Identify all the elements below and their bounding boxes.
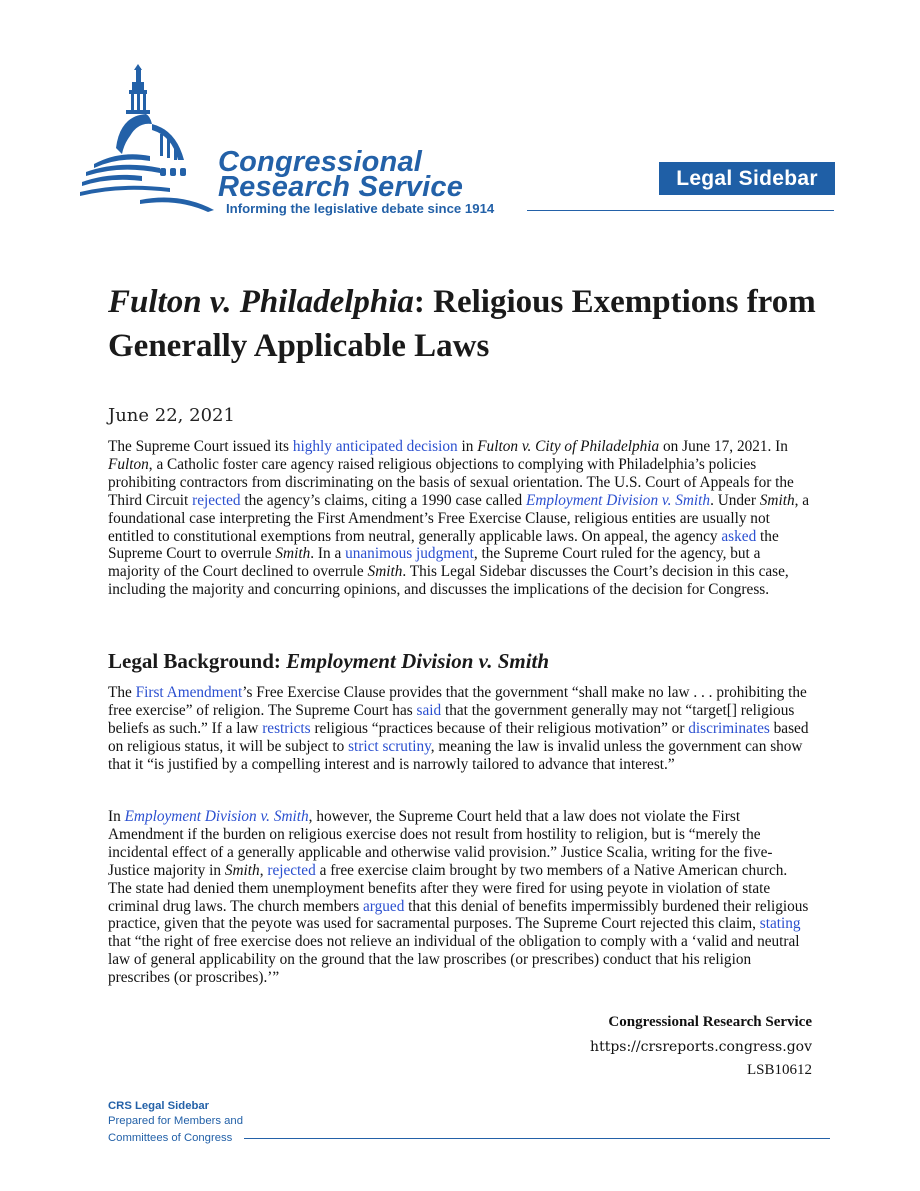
- link-stating[interactable]: stating: [759, 915, 801, 933]
- org-name-line2: Research Service: [218, 171, 464, 203]
- text-run: the Supreme Court to overrule: [108, 527, 779, 563]
- text-run: , a foundational case interpreting the First Amendment’s Free Exercise Clause, religious entities are usually not entitled to constitutional exemptions from neutral, generally applicable laws. On appeal, the agency: [108, 491, 810, 545]
- text-run: ’s Free Exercise Clause provides that the government “shall make no law . . . prohibiting the free exercise” of religion. The Supreme Court has: [108, 684, 807, 719]
- text-run: religious “practices because of their religious motivation” or: [310, 719, 689, 737]
- link-rejected[interactable]: rejected: [192, 491, 241, 509]
- org-name-line1: Congressional: [218, 146, 423, 178]
- link-employment-division-v-smith[interactable]: Employment Division v. Smith: [525, 491, 711, 509]
- case-name: Smith: [224, 861, 260, 879]
- text-run: , meaning the law is invalid unless the government can show that it “is justified by a compelling interest and is narrowly tailored to advance that interest.”: [108, 737, 803, 773]
- footer-divider: [244, 1138, 830, 1139]
- case-name: Smith: [759, 491, 795, 509]
- heading-case-name: Employment Division v. Smith: [286, 649, 550, 673]
- footer-audience-line2: Committees of Congress: [108, 1132, 233, 1144]
- footer-org-name: Congressional Research Service: [608, 1014, 812, 1030]
- text-run: , a Catholic foster care agency raised religious objections to complying with Philadelphia’s policies prohibiting contractors from discriminating on the basis of sexual orientation. The U.S. Court of Appeals for the Third Circuit: [108, 455, 794, 509]
- text-run: . In a: [310, 545, 346, 563]
- footer-url-link[interactable]: https://crsreports.congress.gov: [590, 1039, 812, 1055]
- footer-series-label: CRS Legal Sidebar: [108, 1100, 210, 1112]
- text-run: . Under: [710, 491, 760, 509]
- title-rest: : Religious Exemptions from Generally Applicable Laws: [108, 284, 816, 364]
- link-said[interactable]: said: [416, 701, 442, 719]
- text-run: in: [457, 438, 478, 455]
- case-name: Smith: [275, 545, 311, 563]
- link-discriminates[interactable]: discriminates: [688, 719, 770, 737]
- capitol-dome-logo-icon: [80, 64, 220, 214]
- text-run: that this denial of benefits impermissibly burdened their religious practice, given that the peyote was used for sacramental purposes. The Supreme Court rejected this claim,: [108, 897, 809, 933]
- link-highly-anticipated-decision[interactable]: highly anticipated decision: [292, 438, 458, 455]
- heading-text: Legal Background:: [108, 649, 287, 673]
- link-first-amendment[interactable]: First Amendment: [135, 684, 243, 701]
- text-run: The Supreme Court issued its: [108, 438, 293, 455]
- link-unanimous-judgment[interactable]: unanimous judgment: [345, 545, 474, 563]
- text-run: that the government generally may not “target[] religious beliefs as such.” If a law: [108, 701, 795, 737]
- text-run: , the Supreme Court ruled for the agency, but a majority of the Court declined to overrule: [108, 545, 761, 581]
- title-case-name: Fulton v. Philadelphia: [108, 284, 414, 320]
- text-run: ,: [259, 861, 268, 879]
- text-run: that “the right of free exercise does not relieve an individual of the obligation to comply with a ‘valid and neutral law of general applicability on the ground that the law proscribes (or prescribes) conduct that his religion prescribes (or proscribes).’”: [108, 933, 800, 987]
- publication-date: June 22, 2021: [108, 405, 235, 426]
- text-run: a free exercise claim brought by two members of a Native American church. The state had denied them unemployment benefits after they were fired for using peyote in violation of state criminal drug laws. The church members: [108, 861, 788, 915]
- text-run: . This Legal Sidebar discusses the Court’s decision in this case, including the majority and concurring opinions, and discusses the implications of the decision for Congress.: [108, 563, 789, 599]
- document-title: [108, 280, 848, 368]
- text-run: based on religious status, it will be subject to: [108, 719, 809, 755]
- case-name: Smith: [367, 563, 403, 581]
- free-exercise-paragraph: [108, 684, 814, 774]
- link-asked[interactable]: asked: [721, 527, 757, 545]
- intro-paragraph: [108, 438, 814, 599]
- section-heading-legal-background: [108, 649, 549, 674]
- legal-sidebar-badge: Legal Sidebar: [659, 162, 835, 195]
- text-run: on June 17, 2021. In: [659, 438, 788, 455]
- org-tagline: Informing the legislative debate since 1914: [226, 201, 495, 216]
- case-name: Fulton v. City of Philadelphia: [477, 438, 660, 455]
- link-employment-division-v-smith-2[interactable]: Employment Division v. Smith: [124, 808, 309, 825]
- link-strict-scrutiny[interactable]: strict scrutiny: [348, 737, 431, 755]
- text-run: In: [108, 808, 125, 825]
- text-run: , however, the Supreme Court held that a law does not violate the First Amendment if the burden on religious exercise does not result from hostility to religion, but is “merely the incidental effect of a generally applicable and otherwise valid provision.” Justice Scalia, writing for the five-Justice majority in: [108, 808, 773, 879]
- footer-audience-line1: Prepared for Members and: [108, 1115, 243, 1127]
- link-rejected-2[interactable]: rejected: [267, 861, 316, 879]
- text-run: the agency’s claims, citing a 1990 case called: [240, 491, 526, 509]
- footer-report-code: LSB10612: [746, 1062, 812, 1078]
- link-argued[interactable]: argued: [363, 897, 405, 915]
- case-name: Fulton: [108, 455, 149, 473]
- text-run: The: [108, 684, 136, 701]
- smith-paragraph: [108, 808, 814, 987]
- tagline-divider: [527, 210, 834, 211]
- link-restricts[interactable]: restricts: [262, 719, 311, 737]
